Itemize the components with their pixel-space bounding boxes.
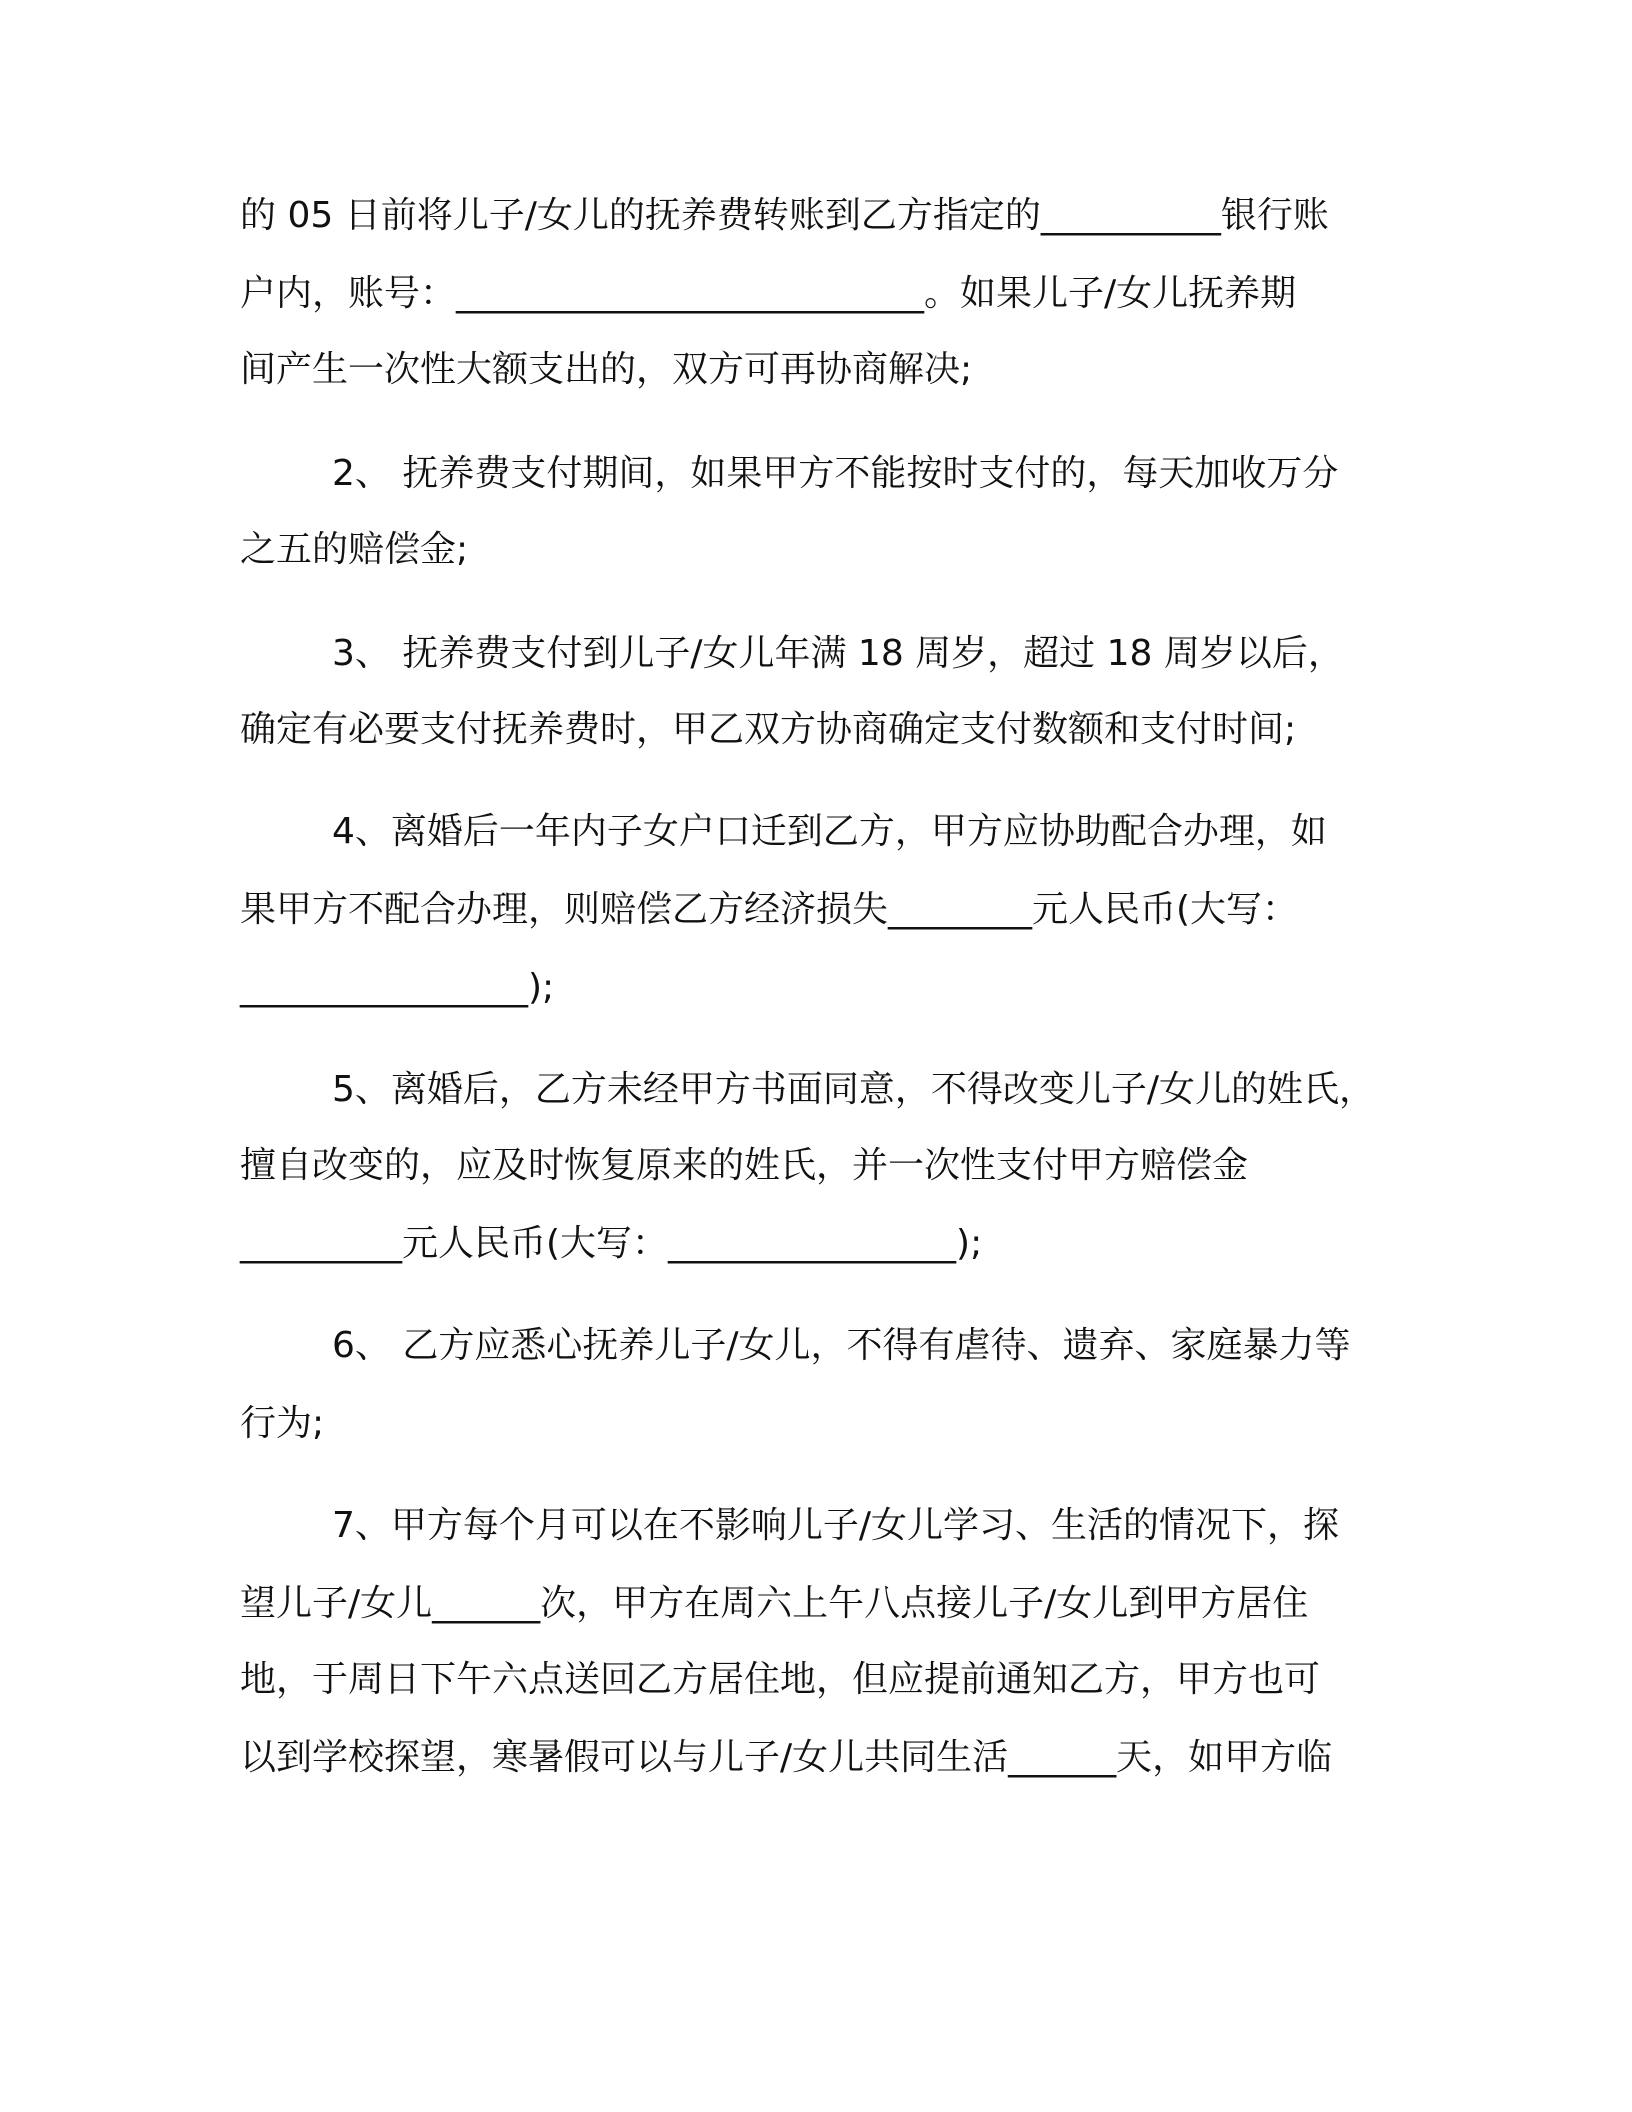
- text-line: 行为;: [240, 1403, 325, 1444]
- text-line: 间产生一次性大额支出的，双方可再协商解决;: [240, 349, 973, 390]
- text-line: 确定有必要支付抚养费时，甲乙双方协商确定支付数额和支付时间;: [240, 709, 1297, 750]
- text-line: 6、 乙方应悉心抚养儿子/女儿，不得有虐待、遗弃、家庭暴力等: [332, 1325, 1351, 1366]
- text-line: 户内，账号：__________________________。如果儿子/女儿抚养期: [240, 273, 1297, 314]
- text-line: 4、离婚后一年内子女户口迁到乙方，甲方应协助配合办理，如: [332, 811, 1327, 852]
- text-line: 果甲方不配合办理，则赔偿乙方经济损失________元人民币(大写：: [240, 889, 1299, 930]
- text-line: 地，于周日下午六点送回乙方居住地，但应提前通知乙方，甲方也可: [240, 1659, 1321, 1700]
- text-line: 擅自改变的，应及时恢复原来的姓氏，并一次性支付甲方赔偿金: [240, 1145, 1249, 1186]
- text-line: 望儿子/女儿______次，甲方在周六上午八点接儿子/女儿到甲方居住: [240, 1583, 1309, 1624]
- text-line: 的 05 日前将儿子/女儿的抚养费转账到乙方指定的__________银行账: [240, 195, 1329, 236]
- text-line: 7、甲方每个月可以在不影响儿子/女儿学习、生活的情况下，探: [332, 1505, 1340, 1546]
- text-line: 之五的赔偿金;: [240, 529, 469, 570]
- text-line: 5、离婚后，乙方未经甲方书面同意，不得改变儿子/女儿的姓氏，: [332, 1069, 1376, 1110]
- text-line: 2、 抚养费支付期间，如果甲方不能按时支付的，每天加收万分: [332, 453, 1339, 494]
- text-line: _________元人民币(大写：________________);: [240, 1223, 983, 1264]
- text-line: 以到学校探望，寒暑假可以与儿子/女儿共同生活______天，如甲方临: [240, 1737, 1333, 1778]
- text-line: ________________);: [240, 967, 555, 1008]
- text-line: 3、 抚养费支付到儿子/女儿年满 18 周岁，超过 18 周岁以后，: [332, 633, 1344, 674]
